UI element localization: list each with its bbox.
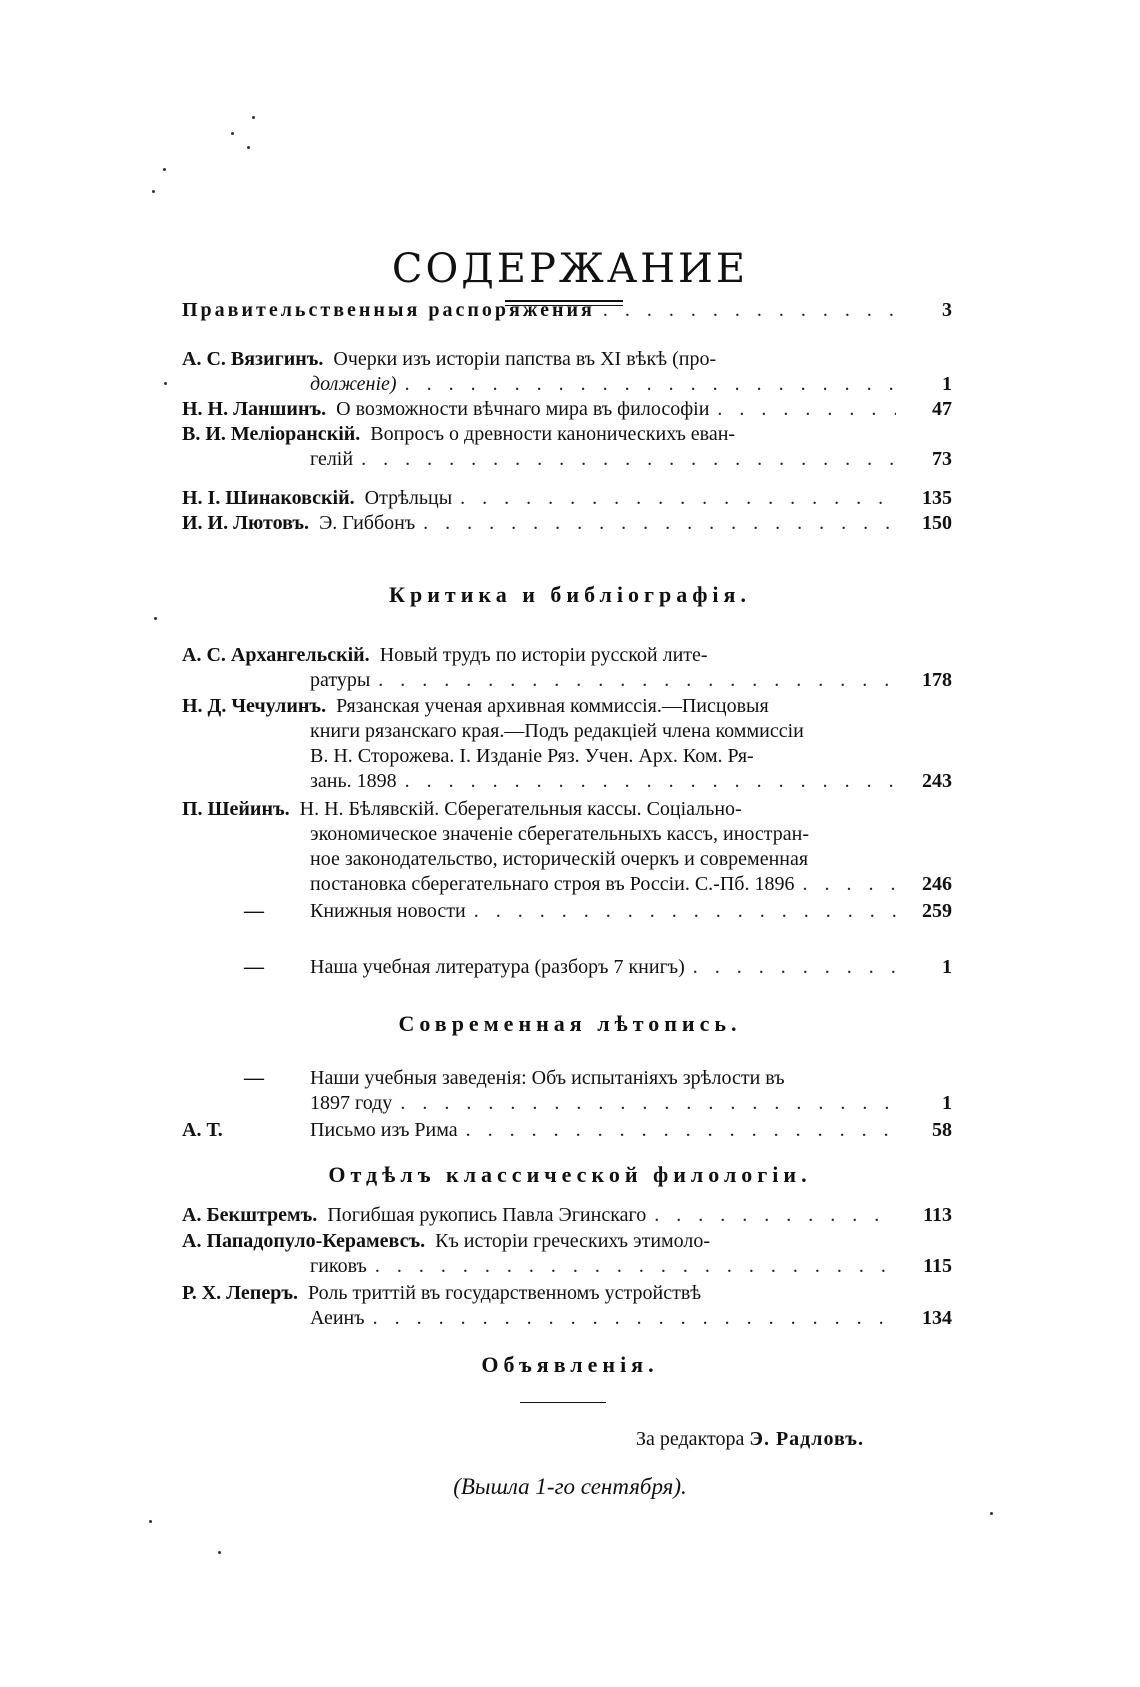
editor-signature — [636, 1428, 864, 1451]
toc-entry[interactable] — [182, 643, 952, 693]
entry-title: Э. Гиббонъ — [319, 512, 416, 534]
page-number: 150 — [922, 512, 952, 534]
entry-author: Н. І. Шинаковскій. — [182, 487, 355, 509]
entry-title: книги рязанскаго края.—Подъ редакціей члена коммиссіи — [310, 720, 804, 742]
page-number: 1 — [942, 1092, 952, 1114]
dot-leader — [405, 372, 896, 397]
entry-author: Н. Н. Ланшинъ. — [182, 398, 327, 420]
scan-speck — [164, 382, 167, 385]
scan-speck — [252, 116, 255, 119]
entry-title: Отрѣльцы — [364, 487, 453, 509]
page-number: 135 — [922, 487, 952, 509]
entry-author: В. И. Меліоранскій. — [182, 423, 361, 445]
entry-title: Правительственныя распоряжения — [182, 299, 595, 321]
entry-title: постановка сберегательнаго строя въ Россіи. С.-Пб. 1896 — [310, 873, 795, 895]
entry-title: Новый трудъ по исторіи русской лите- — [379, 644, 708, 666]
entry-author: А. Пападопуло-Керамевсъ. — [182, 1230, 426, 1252]
entry-title: О возможности вѣчнаго мира въ философіи — [336, 398, 710, 420]
section-heading-critique: Критика и библіографія. — [389, 582, 751, 607]
scan-speck — [154, 617, 157, 620]
scan-speck — [152, 190, 155, 193]
page-number: 47 — [932, 398, 952, 420]
release-date: (Вышла 1-го сентября). — [453, 1474, 687, 1499]
page-number: 3 — [942, 299, 952, 321]
section-heading-classics: Отдѣлъ классической филологіи. — [328, 1162, 812, 1187]
entry-title: Н. Н. Бѣлявскій. Сберегательныя кассы. Соціально- — [299, 798, 742, 820]
entry-title: ратуры — [310, 669, 371, 691]
dot-leader — [474, 899, 896, 924]
section-heading-announcements: Объявленія. — [481, 1352, 659, 1377]
dot-leader — [378, 668, 896, 693]
dot-leader — [405, 769, 896, 794]
entry-title: зань. 1898 — [310, 770, 397, 792]
toc-entry[interactable] — [182, 397, 952, 422]
page-number: 58 — [932, 1119, 952, 1141]
entry-author: А. С. Вязигинъ. — [182, 348, 324, 370]
entry-author: А. С. Архангельскій. — [182, 644, 370, 666]
scan-speck — [247, 146, 250, 149]
entry-title: В. Н. Сторожева. I. Изданіе Ряз. Учен. Арх. Ком. Ря- — [310, 745, 754, 767]
dot-leader — [717, 397, 896, 422]
toc-entry[interactable] — [182, 1118, 952, 1143]
dot-leader — [802, 872, 896, 897]
toc-entry[interactable] — [182, 486, 952, 511]
entry-title: 1897 году — [310, 1092, 393, 1114]
entry-title: Роль триттій въ государственномъ устройствѣ — [308, 1282, 702, 1304]
dot-leader — [654, 1203, 896, 1228]
page-number: 243 — [922, 770, 952, 792]
page-number: 134 — [922, 1307, 952, 1329]
editor-prefix: За редактора — [636, 1428, 745, 1450]
page-number: 113 — [923, 1204, 952, 1226]
page-number: 73 — [932, 448, 952, 470]
dot-leader — [423, 511, 896, 536]
entry-title: экономическое значеніе сберегательныхъ кассъ, иностран- — [310, 823, 810, 845]
entry-title: долженіе) — [310, 373, 397, 395]
toc-entry[interactable] — [182, 1066, 952, 1116]
toc-entry[interactable] — [182, 347, 952, 397]
page-number: 1 — [942, 373, 952, 395]
scan-speck — [990, 1512, 993, 1515]
page-title: СОДЕРЖАНИЕ — [391, 246, 749, 292]
toc-entry[interactable] — [182, 797, 952, 897]
page-number: 259 — [922, 900, 952, 922]
entry-author: И. И. Лютовъ. — [182, 512, 310, 534]
entry-title: Очерки изъ исторіи папства въ XI вѣкѣ (про- — [333, 348, 717, 370]
dot-leader — [375, 1254, 896, 1279]
entry-title: Наши учебныя заведенія: Объ испытаніяхъ зрѣлости въ — [310, 1067, 785, 1089]
toc-entry[interactable] — [182, 422, 952, 472]
entry-title: гелій — [310, 448, 354, 470]
entry-dash: — — [244, 1067, 264, 1089]
scan-speck — [163, 168, 166, 171]
toc-entry[interactable] — [182, 1281, 952, 1331]
entry-title: Погибшая рукопись Павла Эгинскаго — [327, 1204, 647, 1226]
toc-entry[interactable] — [182, 1229, 952, 1279]
section-heading-chronicle: Современная лѣтопись. — [398, 1011, 742, 1036]
dot-leader — [693, 955, 896, 980]
dot-leader — [361, 447, 896, 472]
page-number: 246 — [922, 873, 952, 895]
entry-dash: — — [244, 900, 264, 922]
page-number: 115 — [923, 1255, 952, 1277]
toc-entry-gov[interactable] — [182, 298, 952, 323]
dot-leader — [373, 1306, 896, 1331]
scan-speck — [149, 1520, 152, 1523]
entry-title: Наша учебная литература (разборъ 7 книгъ) — [310, 956, 685, 978]
dot-leader — [603, 298, 896, 323]
page-number: 1 — [942, 956, 952, 978]
entry-title: Книжныя новости — [310, 900, 466, 922]
entry-title: Рязанская ученая архивная коммиссія.—Писцовыя — [336, 695, 769, 717]
toc-entry[interactable] — [182, 1203, 952, 1228]
entry-title: гиковъ — [310, 1255, 367, 1277]
entry-author: П. Шейинъ. — [182, 798, 290, 820]
dot-leader — [400, 1091, 896, 1116]
toc-entry[interactable] — [182, 694, 952, 794]
entry-title: Вопросъ о древности каноническихъ еван- — [370, 423, 736, 445]
toc-entry[interactable] — [182, 955, 952, 980]
closing-rule — [520, 1402, 606, 1403]
entry-author: Р. Х. Леперъ. — [182, 1282, 298, 1304]
dot-leader — [460, 486, 896, 511]
entry-title: ное законодательство, историческій очеркъ и современная — [310, 848, 809, 870]
editor-name: Э. Радловъ. — [749, 1428, 864, 1450]
scan-speck — [231, 132, 234, 135]
dot-leader — [466, 1118, 896, 1143]
page-number: 178 — [922, 669, 952, 691]
entry-author: А. Бекштремъ. — [182, 1204, 318, 1226]
entry-title: Письмо изъ Рима — [310, 1119, 458, 1141]
entry-author: Н. Д. Чечулинъ. — [182, 695, 327, 717]
entry-title: Аеинъ — [310, 1307, 365, 1329]
scan-speck — [218, 1551, 221, 1554]
entry-dash: — — [244, 956, 264, 978]
toc-entry[interactable] — [182, 511, 952, 536]
entry-author: А. Т. — [182, 1119, 223, 1141]
entry-title: Къ исторіи греческихъ этимоло- — [435, 1230, 711, 1252]
toc-entry[interactable] — [182, 899, 952, 924]
